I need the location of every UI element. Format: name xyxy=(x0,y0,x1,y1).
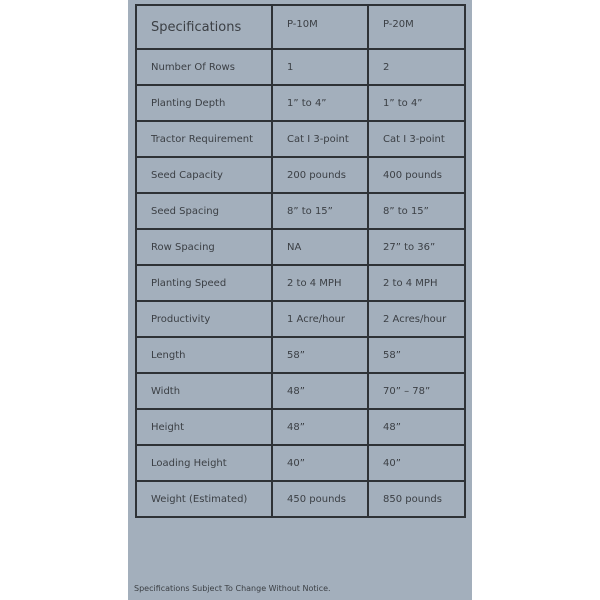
spec-value-p10m: 450 pounds xyxy=(272,481,368,517)
table-row xyxy=(136,373,465,409)
spec-value-p10m: 1 xyxy=(272,49,368,85)
spec-value-p20m: 2 to 4 MPH xyxy=(368,265,465,301)
spec-label-cell: Tractor Requirement xyxy=(136,121,272,157)
spec-label-cell: Row Spacing xyxy=(136,229,272,265)
table-row xyxy=(136,337,465,373)
spec-value-p10m: 8” to 15” xyxy=(272,193,368,229)
spec-label-cell: Planting Speed xyxy=(136,265,272,301)
table-row xyxy=(136,445,465,481)
table-row xyxy=(136,481,465,517)
spec-value-p10m: NA xyxy=(272,229,368,265)
specifications-table xyxy=(135,4,466,518)
specifications-table-body xyxy=(136,5,465,517)
header-model-p10m: P-10M xyxy=(272,5,368,49)
table-row xyxy=(136,229,465,265)
spec-value-p10m: 200 pounds xyxy=(272,157,368,193)
spec-value-p10m: 1 Acre/hour xyxy=(272,301,368,337)
spec-label-cell: Width xyxy=(136,373,272,409)
table-row xyxy=(136,301,465,337)
spec-value-p10m: 48” xyxy=(272,409,368,445)
footnote: Specifications Subject To Change Without Notice. xyxy=(134,584,331,593)
spec-value-p20m: 48” xyxy=(368,409,465,445)
spec-value-p10m: 2 to 4 MPH xyxy=(272,265,368,301)
spec-label-cell: Loading Height xyxy=(136,445,272,481)
table-row xyxy=(136,265,465,301)
table-row xyxy=(136,85,465,121)
table-row xyxy=(136,193,465,229)
spec-value-p20m: 8” to 15” xyxy=(368,193,465,229)
spec-value-p20m: 27” to 36” xyxy=(368,229,465,265)
header-model-p20m: P-20M xyxy=(368,5,465,49)
spec-label-cell: Height xyxy=(136,409,272,445)
header-label-cell: Specifications xyxy=(136,5,272,49)
spec-value-p10m: 58” xyxy=(272,337,368,373)
spec-value-p20m: 400 pounds xyxy=(368,157,465,193)
spec-label-cell: Number Of Rows xyxy=(136,49,272,85)
spec-value-p20m: 1” to 4” xyxy=(368,85,465,121)
spec-value-p10m: Cat I 3-point xyxy=(272,121,368,157)
table-row xyxy=(136,121,465,157)
spec-value-p20m: 40” xyxy=(368,445,465,481)
spec-value-p20m: 58” xyxy=(368,337,465,373)
spec-value-p10m: 1” to 4” xyxy=(272,85,368,121)
spec-value-p20m: 850 pounds xyxy=(368,481,465,517)
spec-value-p10m: 40” xyxy=(272,445,368,481)
spec-value-p20m: 2 Acres/hour xyxy=(368,301,465,337)
table-row xyxy=(136,49,465,85)
spec-value-p20m: Cat I 3-point xyxy=(368,121,465,157)
table-row xyxy=(136,409,465,445)
spec-label-cell: Seed Spacing xyxy=(136,193,272,229)
table-row xyxy=(136,157,465,193)
spec-label-cell: Productivity xyxy=(136,301,272,337)
spec-label-cell: Length xyxy=(136,337,272,373)
table-header-row xyxy=(136,5,465,49)
spec-label-cell: Seed Capacity xyxy=(136,157,272,193)
spec-value-p20m: 2 xyxy=(368,49,465,85)
spec-label-cell: Planting Depth xyxy=(136,85,272,121)
spec-value-p10m: 48” xyxy=(272,373,368,409)
spec-value-p20m: 70” – 78” xyxy=(368,373,465,409)
spec-label-cell: Weight (Estimated) xyxy=(136,481,272,517)
